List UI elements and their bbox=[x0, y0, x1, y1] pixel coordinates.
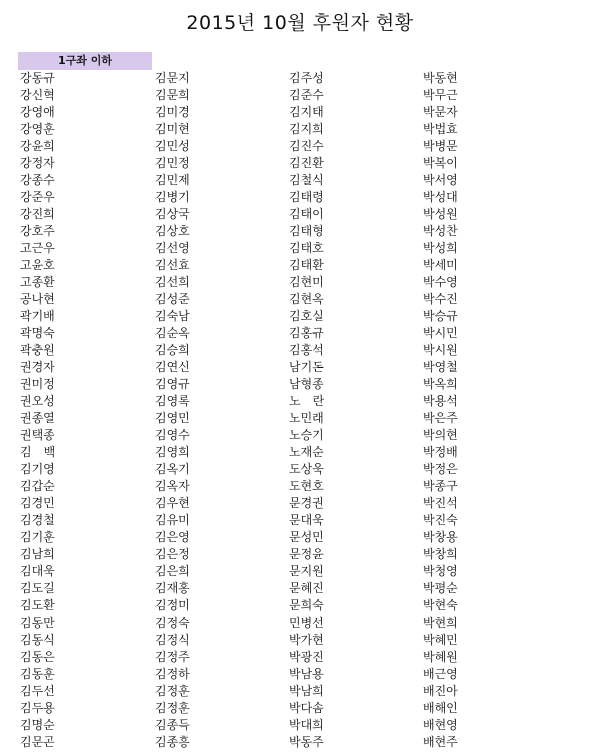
donor-name: 강정자 bbox=[20, 156, 55, 171]
donor-name: 김상호 bbox=[155, 224, 190, 239]
donor-name: 노 란 bbox=[289, 394, 325, 409]
donor-name: 박승규 bbox=[423, 309, 458, 324]
donor-name: 김은희 bbox=[155, 564, 190, 579]
donor-name: 배진아 bbox=[423, 683, 458, 698]
donor-name: 김기훈 bbox=[20, 530, 55, 545]
donor-name: 김동만 bbox=[20, 615, 55, 630]
donor-name: 김재홍 bbox=[155, 581, 190, 596]
donor-name: 김철식 bbox=[289, 173, 324, 188]
donor-name: 김진수 bbox=[289, 139, 324, 154]
donor-name: 김진환 bbox=[289, 156, 324, 171]
donor-name: 김지태 bbox=[289, 105, 324, 120]
donor-name: 김민정 bbox=[155, 156, 190, 171]
donor-name: 박동현 bbox=[423, 71, 458, 85]
donor-name: 박창희 bbox=[423, 547, 458, 562]
donor-name: 박평순 bbox=[423, 581, 458, 596]
donor-name: 문혜진 bbox=[289, 581, 324, 596]
donor-name: 박수진 bbox=[423, 292, 458, 307]
donor-name: 김승희 bbox=[155, 343, 190, 358]
donor-name: 김영록 bbox=[155, 394, 190, 409]
donor-name: 고윤호 bbox=[20, 258, 55, 273]
donor-name: 김영희 bbox=[155, 445, 190, 460]
page-title: 2015년 10월 후원자 현황 bbox=[186, 12, 414, 34]
donor-name: 박현숙 bbox=[423, 598, 458, 613]
donor-name: 김문곤 bbox=[20, 734, 55, 749]
donor-name: 박서영 bbox=[423, 173, 458, 188]
donor-name: 김유미 bbox=[155, 513, 190, 528]
donor-name: 강영훈 bbox=[20, 122, 55, 137]
donor-name: 김정훈 bbox=[155, 700, 190, 715]
donor-name: 박진석 bbox=[423, 496, 458, 511]
donor-name: 박성대 bbox=[423, 190, 458, 205]
donor-name: 김미현 bbox=[155, 122, 190, 137]
donor-name: 노승기 bbox=[289, 428, 324, 443]
donor-name: 김태형 bbox=[289, 224, 324, 239]
donor-name: 공나현 bbox=[20, 292, 55, 307]
donor-name: 강종수 bbox=[20, 173, 55, 188]
donor-name: 김옥자 bbox=[155, 479, 190, 494]
donor-name: 김문희 bbox=[155, 88, 190, 103]
donor-name: 김선효 bbox=[155, 258, 190, 273]
donor-name: 박시원 bbox=[423, 343, 458, 358]
donor-name: 김 백 bbox=[20, 445, 56, 460]
donor-name: 김종흥 bbox=[155, 734, 190, 749]
donor-name: 김연신 bbox=[155, 360, 190, 375]
donor-name: 김선영 bbox=[155, 241, 190, 256]
donor-name: 김정미 bbox=[155, 598, 190, 613]
donor-name: 권택종 bbox=[20, 428, 55, 443]
donor-name: 김은영 bbox=[155, 530, 190, 545]
donor-name: 도현호 bbox=[289, 479, 324, 494]
donor-name: 고종환 bbox=[20, 275, 55, 290]
donor-name: 문정윤 bbox=[289, 547, 324, 562]
donor-name: 김도환 bbox=[20, 598, 55, 613]
donor-name: 김도길 bbox=[20, 581, 55, 596]
donor-name: 박수영 bbox=[423, 275, 458, 290]
donor-name: 강동규 bbox=[20, 71, 55, 85]
donor-name: 곽명숙 bbox=[20, 326, 55, 341]
donor-name: 박복이 bbox=[423, 156, 458, 171]
donor-name: 박가현 bbox=[289, 632, 324, 647]
donor-name: 김남희 bbox=[20, 547, 55, 562]
donor-name: 박옥희 bbox=[423, 377, 458, 392]
donor-name: 권오성 bbox=[20, 394, 55, 409]
donor-name: 권미정 bbox=[20, 377, 55, 392]
donor-name: 김옥기 bbox=[155, 462, 190, 477]
donor-name: 강준우 bbox=[20, 190, 55, 205]
donor-name: 김호실 bbox=[289, 309, 324, 324]
donor-name: 김우현 bbox=[155, 496, 190, 511]
donor-name: 김홍석 bbox=[289, 343, 324, 358]
donor-name: 곽충원 bbox=[20, 343, 55, 358]
donor-name: 박창용 bbox=[423, 530, 458, 545]
donor-name: 박성희 bbox=[423, 241, 458, 256]
donor-name: 김영규 bbox=[155, 377, 190, 392]
donor-name: 노민래 bbox=[289, 411, 324, 426]
donor-name: 박대희 bbox=[289, 717, 324, 732]
donor-name: 박법효 bbox=[423, 122, 458, 137]
donor-name: 박정은 bbox=[423, 462, 458, 477]
donor-name: 배현주 bbox=[423, 734, 458, 749]
donor-name: 배해인 bbox=[423, 700, 458, 715]
donor-name: 박의현 bbox=[423, 428, 458, 443]
donor-name: 박병문 bbox=[423, 139, 458, 154]
donor-name: 박혜민 bbox=[423, 632, 458, 647]
donor-name: 문성민 bbox=[289, 530, 324, 545]
donor-name: 박세미 bbox=[423, 258, 458, 273]
donor-name: 문희숙 bbox=[289, 598, 324, 613]
donor-name: 남기돈 bbox=[289, 360, 324, 375]
donor-name: 김미경 bbox=[155, 105, 190, 120]
donor-name: 김정주 bbox=[155, 649, 190, 664]
donor-name: 김두선 bbox=[20, 683, 55, 698]
donor-name: 김상국 bbox=[155, 207, 190, 222]
donor-name: 강진희 bbox=[20, 207, 55, 222]
donor-name: 박용석 bbox=[423, 394, 458, 409]
donor-name: 박은주 bbox=[423, 411, 458, 426]
donor-name: 김갑순 bbox=[20, 479, 55, 494]
donor-name: 문대욱 bbox=[289, 513, 324, 528]
donor-name: 강호주 bbox=[20, 224, 55, 239]
donor-name: 김정숙 bbox=[155, 615, 190, 630]
donor-name: 강윤희 bbox=[20, 139, 55, 154]
donor-name: 김은정 bbox=[155, 547, 190, 562]
donor-name: 강영애 bbox=[20, 105, 55, 120]
donor-name: 박종구 bbox=[423, 479, 458, 494]
donor-name: 김태호 bbox=[289, 241, 324, 256]
donor-name: 김선희 bbox=[155, 275, 190, 290]
donor-name: 권경자 bbox=[20, 360, 55, 375]
donor-name: 박진숙 bbox=[423, 513, 458, 528]
donor-name: 김정하 bbox=[155, 666, 190, 681]
donor-name: 김명순 bbox=[20, 717, 55, 732]
donor-name: 권종열 bbox=[20, 411, 55, 426]
donor-name: 김두용 bbox=[20, 700, 55, 715]
donor-name: 김정식 bbox=[155, 632, 190, 647]
donor-name: 박혜원 bbox=[423, 649, 458, 664]
donor-name: 박성원 bbox=[423, 207, 458, 222]
donor-name: 박청영 bbox=[423, 564, 458, 579]
donor-name: 박다솜 bbox=[289, 700, 324, 715]
donor-name: 김동식 bbox=[20, 632, 55, 647]
donor-name: 김대욱 bbox=[20, 564, 55, 579]
donor-name: 김민성 bbox=[155, 139, 190, 154]
donor-name: 민병선 bbox=[289, 615, 324, 630]
donor-name: 박정배 bbox=[423, 445, 458, 460]
donor-name: 김영민 bbox=[155, 411, 190, 426]
donor-name: 박영철 bbox=[423, 360, 458, 375]
donor-name: 김동은 bbox=[20, 649, 55, 664]
donor-name: 박광진 bbox=[289, 649, 324, 664]
donor-name: 김병기 bbox=[155, 190, 190, 205]
donor-name: 김영수 bbox=[155, 428, 190, 443]
donor-name: 박남희 bbox=[289, 683, 324, 698]
donor-name: 김민제 bbox=[155, 173, 190, 188]
donor-name: 김주성 bbox=[289, 71, 324, 85]
donor-name: 곽기배 bbox=[20, 309, 55, 324]
section-label: 1구좌 이하 bbox=[18, 52, 152, 70]
donor-name: 박성찬 bbox=[423, 224, 458, 239]
donor-name: 박시민 bbox=[423, 326, 458, 341]
donor-name: 박무근 bbox=[423, 88, 458, 103]
donor-name: 도상욱 bbox=[289, 462, 324, 477]
donor-name: 박남용 bbox=[289, 666, 324, 681]
donor-name: 김종득 bbox=[155, 717, 190, 732]
donor-name: 김현옥 bbox=[289, 292, 324, 307]
donor-name: 김성준 bbox=[155, 292, 190, 307]
donor-name: 김태령 bbox=[289, 190, 324, 205]
donor-name: 박현희 bbox=[423, 615, 458, 630]
donor-name: 문지원 bbox=[289, 564, 324, 579]
donor-name: 김홍규 bbox=[289, 326, 324, 341]
donor-name: 박문자 bbox=[423, 105, 458, 120]
donor-name: 김준수 bbox=[289, 88, 324, 103]
donor-name: 김지희 bbox=[289, 122, 324, 137]
donor-name: 문경권 bbox=[289, 496, 324, 511]
donor-name: 노재순 bbox=[289, 445, 324, 460]
donor-name: 남형종 bbox=[289, 377, 324, 392]
donor-name-list bbox=[20, 70, 543, 751]
donor-name: 배근영 bbox=[423, 666, 458, 681]
donor-name: 김문지 bbox=[155, 71, 190, 85]
donor-name: 김태환 bbox=[289, 258, 324, 273]
donor-name: 김현미 bbox=[289, 275, 324, 290]
donor-name: 배현영 bbox=[423, 717, 458, 732]
donor-name: 김경철 bbox=[20, 513, 55, 528]
donor-name: 김순옥 bbox=[155, 326, 190, 341]
donor-name: 박동주 bbox=[289, 734, 324, 749]
donor-name: 김기영 bbox=[20, 462, 55, 477]
donor-name: 김숙남 bbox=[155, 309, 190, 324]
donor-name: 김태이 bbox=[289, 207, 324, 222]
donor-name: 김경민 bbox=[20, 496, 55, 511]
donor-name: 김정훈 bbox=[155, 683, 190, 698]
donor-name: 고근우 bbox=[20, 241, 55, 256]
donor-name: 김동훈 bbox=[20, 666, 55, 681]
donor-name: 강신혁 bbox=[20, 88, 55, 103]
